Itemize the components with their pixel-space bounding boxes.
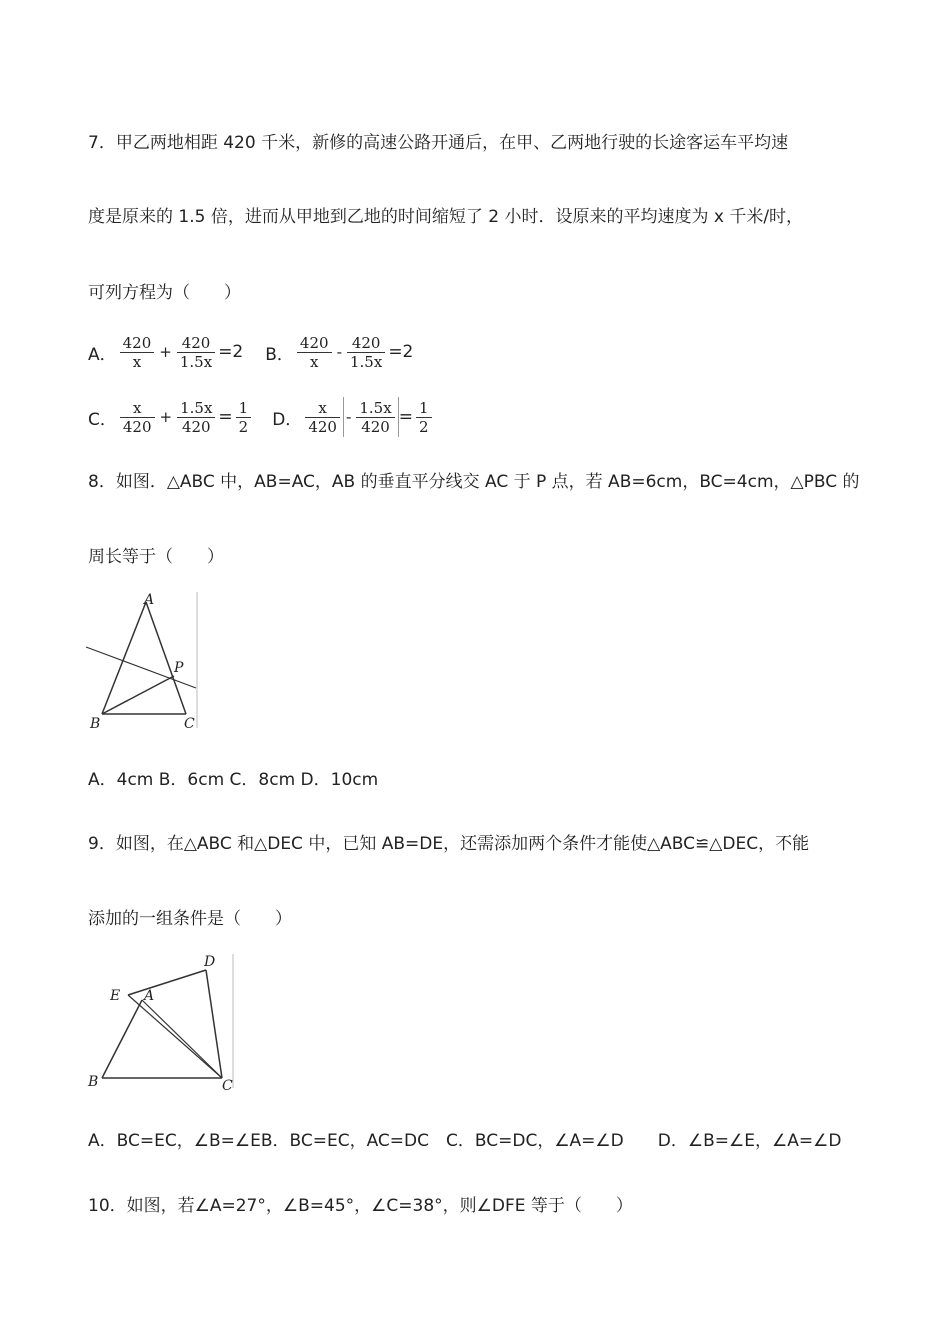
q7-option-b-rhs: =2: [388, 342, 414, 362]
q9-label-b: B: [88, 1074, 99, 1090]
q9-options: A．BC=EC，∠B=∠EB．BC=EC，AC=DC C．BC=DC，∠A=∠D D．∠B=∠E，∠A=∠D: [88, 1131, 842, 1151]
q7-option-a-operator: +: [159, 343, 172, 361]
q7-option-d-rhs-fraction: $\frac{1}{2}$: [416, 399, 432, 436]
q7-option-c-label: C．: [88, 409, 117, 430]
q7-option-c-operator: +: [159, 408, 173, 426]
q7-option-a-rhs: =2: [218, 342, 244, 362]
q7-option-d-fraction2: $\frac{1.5x}{420}$: [356, 399, 394, 436]
q7-option-a-fraction1: $\frac{420}{x}$: [120, 334, 155, 371]
q8-label-b: B: [90, 716, 101, 732]
q7-option-b-fraction2: $\frac{420}{1.5x}$: [347, 334, 385, 371]
q8-label-a: A: [144, 592, 155, 608]
q8-label-p: P: [174, 660, 184, 676]
q7-option-c-rhs-fraction: $\frac{1}{2}$: [236, 399, 252, 436]
q9-label-c: C: [222, 1078, 233, 1092]
q8-label-c: C: [184, 716, 195, 732]
q7-option-b-label: B．: [265, 344, 294, 365]
q7-option-c-equals: =: [218, 407, 233, 427]
q7-text-line3: 可列方程为（ ）: [88, 283, 241, 303]
q9-text-line2: 添加的一组条件是（ ）: [88, 909, 292, 929]
q9-label-d: D: [204, 954, 216, 970]
q7-option-a-fraction2: $\frac{420}{1.5x}$: [177, 334, 215, 371]
q7-option-c-fraction2: $\frac{1.5x}{420}$: [177, 399, 215, 436]
q7-text-line2: 度是原来的 1.5 倍，进而从甲地到乙地的时间缩短了 2 小时．设原来的平均速度为 x 千米/时，: [88, 207, 804, 227]
q7-option-row-cd: [88, 393, 435, 441]
q8-text-line2: 周长等于（ ）: [88, 547, 224, 567]
q7-option-d-operator: -: [345, 408, 352, 426]
q7-option-a-label: A．: [88, 344, 117, 365]
q7-option-d-fraction1: $\frac{x}{420}$: [305, 399, 340, 436]
q10-text-line1: 10．如图，若∠A=27°，∠B=45°，∠C=38°，则∠DFE 等于（ ）: [88, 1196, 633, 1216]
q8-text-line1: 8．如图．△ABC 中，AB=AC，AB 的垂直平分线交 AC 于 P 点，若 AB=6cm，BC=4cm，△PBC 的: [88, 472, 860, 492]
q7-text-line1: 7．甲乙两地相距 420 千米，新修的高速公路开通后，在甲、乙两地行驶的长途客运车平均速: [88, 133, 789, 153]
q7-option-c-fraction1: $\frac{x}{420}$: [120, 399, 155, 436]
q7-option-b-operator: -: [336, 343, 342, 361]
q7-option-d-label: D．: [272, 409, 303, 430]
q8-options: A．4cm B．6cm C．8cm D．10cm: [88, 770, 379, 790]
q9-label-e: E: [110, 988, 121, 1004]
q8-triangle-figure: [84, 590, 204, 732]
q9-label-a: A: [144, 988, 155, 1004]
q7-option-row-ab: [88, 328, 413, 376]
q7-option-b-fraction1: $\frac{420}{x}$: [297, 334, 332, 371]
q9-text-line1: 9．如图，在△ABC 和△DEC 中，已知 AB=DE，还需添加两个条件才能使△ABC≌△DEC，不能: [88, 834, 810, 854]
q9-triangle-figure: [84, 950, 239, 1092]
q7-option-d-divider: [343, 397, 344, 437]
q7-option-d-equals: =: [398, 407, 413, 427]
